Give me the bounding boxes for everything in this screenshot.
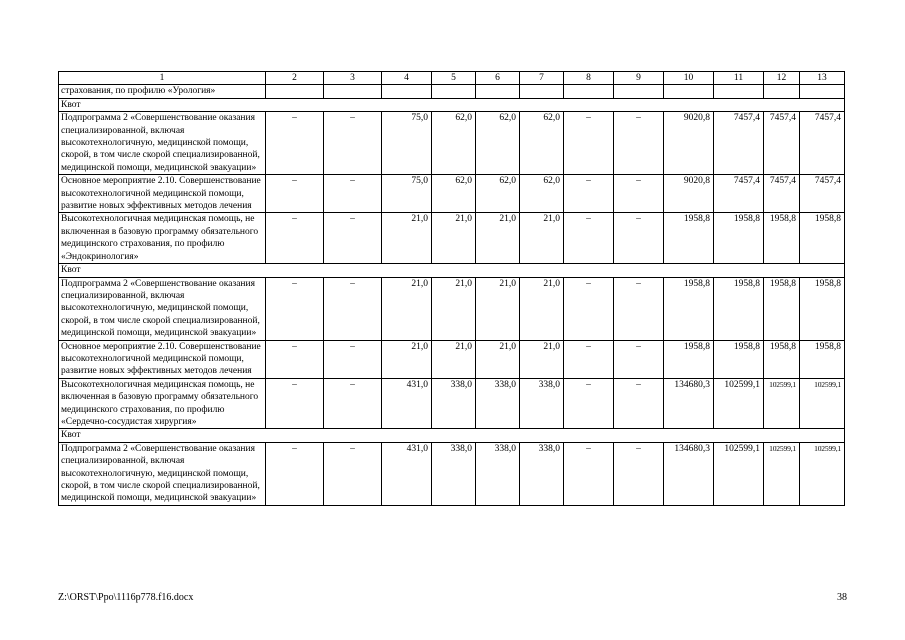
cell-c7: 62,0	[520, 112, 564, 175]
column-number: 5	[432, 72, 476, 85]
cell-c13: 102599,1	[800, 378, 845, 429]
cell-c8: –	[564, 442, 614, 505]
cell-c4: 21,0	[382, 340, 432, 378]
unit-row	[59, 429, 845, 442]
column-number: 10	[664, 72, 714, 85]
cell-c7: 21,0	[520, 277, 564, 340]
cell-c6: 62,0	[476, 175, 520, 213]
cell-c5: 338,0	[432, 378, 476, 429]
cell-c8: –	[564, 112, 614, 175]
cell-c2: –	[266, 340, 324, 378]
unit-label: Квот	[59, 264, 845, 277]
cell-c4: 21,0	[382, 213, 432, 264]
cell-c3: –	[324, 175, 382, 213]
cell-c12: 102599,1	[764, 442, 800, 505]
cell-c11: 7457,4	[714, 175, 764, 213]
cell-c4: 21,0	[382, 277, 432, 340]
table-row	[59, 112, 845, 175]
cell-c3: –	[324, 277, 382, 340]
empty-cell	[476, 85, 520, 98]
cell-c5: 21,0	[432, 277, 476, 340]
cell-c11: 1958,8	[714, 340, 764, 378]
cell-c10: 134680,3	[664, 442, 714, 505]
row-name: Высокотехнологичная медицинская помощь, не включенная в базовую программу обязательного медицинского страхования, по профилю «Сердечно-сосудистая хирургия»	[59, 378, 266, 429]
row-name: Основное мероприятие 2.10. Совершенствование высокотехнологичной медицинской помощи, развитие новых эффективных методов лечения	[59, 340, 266, 378]
cell-c3: –	[324, 378, 382, 429]
cell-c8: –	[564, 175, 614, 213]
empty-cell	[382, 85, 432, 98]
file-path: Z:\ORST\Ppo\1116p778.f16.docx	[58, 592, 194, 603]
cell-c10: 1958,8	[664, 213, 714, 264]
unit-row	[59, 98, 845, 111]
cell-c10: 1958,8	[664, 340, 714, 378]
cell-c8: –	[564, 340, 614, 378]
unit-label: Квот	[59, 98, 845, 111]
empty-cell	[324, 85, 382, 98]
continuation-row	[59, 85, 845, 98]
table-row	[59, 442, 845, 505]
table-row	[59, 277, 845, 340]
cell-c6: 21,0	[476, 340, 520, 378]
cell-c9: –	[614, 175, 664, 213]
column-number: 9	[614, 72, 664, 85]
column-number: 4	[382, 72, 432, 85]
cell-c13: 1958,8	[800, 340, 845, 378]
column-number: 7	[520, 72, 564, 85]
cell-c13: 7457,4	[800, 112, 845, 175]
cell-c10: 134680,3	[664, 378, 714, 429]
cell-c7: 21,0	[520, 213, 564, 264]
cell-c3: –	[324, 112, 382, 175]
cell-c9: –	[614, 277, 664, 340]
column-number-row	[59, 72, 845, 85]
cell-c13: 1958,8	[800, 213, 845, 264]
row-name: Основное мероприятие 2.10. Совершенствование высокотехнологичной медицинской помощи, развитие новых эффективных методов лечения	[59, 175, 266, 213]
unit-label: Квот	[59, 429, 845, 442]
cell-c2: –	[266, 112, 324, 175]
cell-c8: –	[564, 277, 614, 340]
cell-c2: –	[266, 213, 324, 264]
table-row	[59, 175, 845, 213]
cell-c5: 21,0	[432, 340, 476, 378]
cell-c2: –	[266, 378, 324, 429]
cell-c6: 338,0	[476, 442, 520, 505]
column-number: 11	[714, 72, 764, 85]
cell-c11: 102599,1	[714, 378, 764, 429]
empty-cell	[714, 85, 764, 98]
cell-c2: –	[266, 442, 324, 505]
cell-c12: 7457,4	[764, 112, 800, 175]
row-name: Высокотехнологичная медицинская помощь, не включенная в базовую программу обязательного медицинского страхования, по профилю «Эндокринология»	[59, 213, 266, 264]
page-number: 38	[837, 592, 847, 603]
cell-c5: 62,0	[432, 175, 476, 213]
cell-c5: 62,0	[432, 112, 476, 175]
row-name: Подпрограмма 2 «Совершенствование оказания специализированной, включая высокотехнологичную, медицинской помощи, скорой, в том числе скорой специализированной, медицинской помощи, медицинской эвакуации»	[59, 277, 266, 340]
cell-c13: 102599,1	[800, 442, 845, 505]
empty-cell	[520, 85, 564, 98]
cell-c10: 9020,8	[664, 112, 714, 175]
column-number: 13	[800, 72, 845, 85]
unit-row	[59, 264, 845, 277]
cell-c7: 21,0	[520, 340, 564, 378]
cell-c13: 1958,8	[800, 277, 845, 340]
column-number: 12	[764, 72, 800, 85]
row-name: Подпрограмма 2 «Совершенствование оказания специализированной, включая высокотехнологичную, медицинской помощи, скорой, в том числе скорой специализированной, медицинской помощи, медицинской эвакуации»	[59, 442, 266, 505]
cell-c9: –	[614, 213, 664, 264]
program-table	[58, 71, 845, 506]
cell-c7: 62,0	[520, 175, 564, 213]
cell-c3: –	[324, 213, 382, 264]
cell-c8: –	[564, 378, 614, 429]
column-number: 2	[266, 72, 324, 85]
continuation-name: страхования, по профилю «Урология»	[59, 85, 266, 98]
column-number: 1	[59, 72, 266, 85]
cell-c12: 102599,1	[764, 378, 800, 429]
empty-cell	[614, 85, 664, 98]
cell-c5: 21,0	[432, 213, 476, 264]
cell-c12: 1958,8	[764, 340, 800, 378]
cell-c13: 7457,4	[800, 175, 845, 213]
cell-c6: 338,0	[476, 378, 520, 429]
cell-c9: –	[614, 378, 664, 429]
empty-cell	[800, 85, 845, 98]
cell-c2: –	[266, 277, 324, 340]
cell-c10: 9020,8	[664, 175, 714, 213]
cell-c12: 1958,8	[764, 213, 800, 264]
cell-c9: –	[614, 442, 664, 505]
cell-c4: 431,0	[382, 442, 432, 505]
cell-c5: 338,0	[432, 442, 476, 505]
cell-c7: 338,0	[520, 442, 564, 505]
table-body	[59, 72, 845, 506]
cell-c3: –	[324, 442, 382, 505]
table-row	[59, 378, 845, 429]
cell-c4: 75,0	[382, 112, 432, 175]
cell-c6: 21,0	[476, 213, 520, 264]
cell-c11: 102599,1	[714, 442, 764, 505]
column-number: 3	[324, 72, 382, 85]
cell-c4: 431,0	[382, 378, 432, 429]
cell-c6: 21,0	[476, 277, 520, 340]
cell-c11: 7457,4	[714, 112, 764, 175]
empty-cell	[432, 85, 476, 98]
column-number: 6	[476, 72, 520, 85]
empty-cell	[564, 85, 614, 98]
cell-c3: –	[324, 340, 382, 378]
cell-c2: –	[266, 175, 324, 213]
cell-c6: 62,0	[476, 112, 520, 175]
row-name: Подпрограмма 2 «Совершенствование оказания специализированной, включая высокотехнологичную, медицинской помощи, скорой, в том числе скорой специализированной, медицинской помощи, медицинской эвакуации»	[59, 112, 266, 175]
empty-cell	[266, 85, 324, 98]
cell-c11: 1958,8	[714, 213, 764, 264]
empty-cell	[664, 85, 714, 98]
cell-c9: –	[614, 340, 664, 378]
empty-cell	[764, 85, 800, 98]
table-row	[59, 213, 845, 264]
cell-c11: 1958,8	[714, 277, 764, 340]
cell-c8: –	[564, 213, 614, 264]
table-row	[59, 340, 845, 378]
cell-c10: 1958,8	[664, 277, 714, 340]
cell-c12: 7457,4	[764, 175, 800, 213]
cell-c12: 1958,8	[764, 277, 800, 340]
cell-c7: 338,0	[520, 378, 564, 429]
cell-c4: 75,0	[382, 175, 432, 213]
column-number: 8	[564, 72, 614, 85]
cell-c9: –	[614, 112, 664, 175]
